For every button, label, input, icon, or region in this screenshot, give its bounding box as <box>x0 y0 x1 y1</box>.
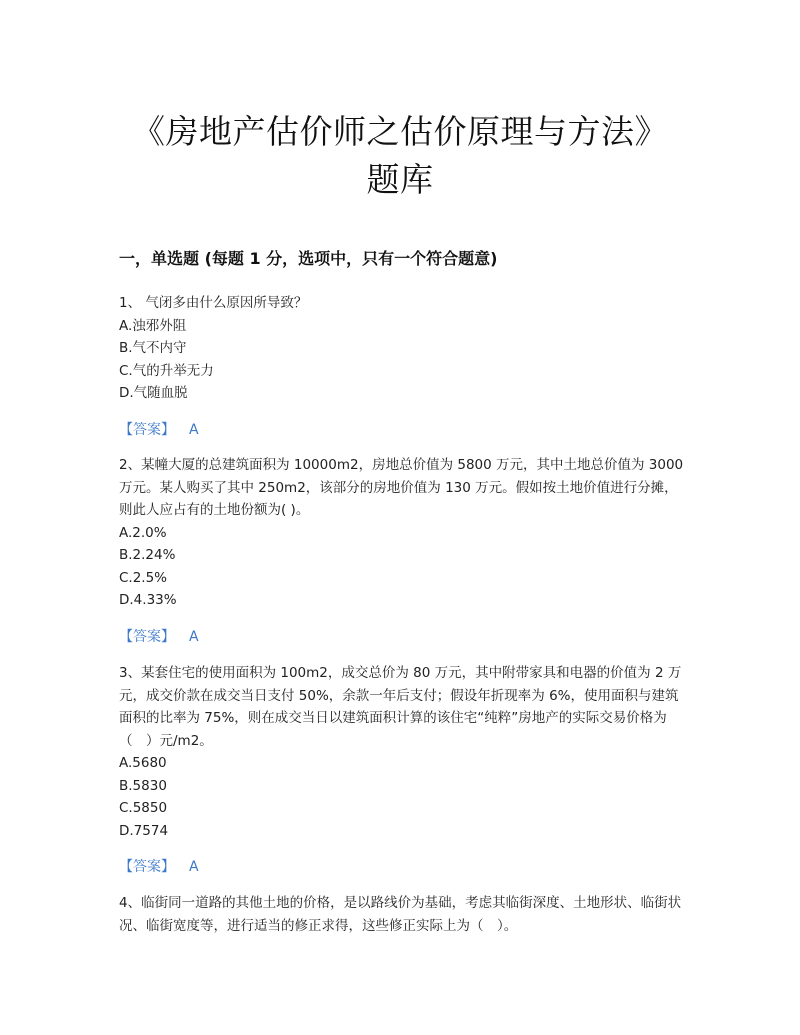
answer-value: A <box>189 422 199 438</box>
option-c: C.气的升举无力 <box>119 362 214 379</box>
option-c: C.5850 <box>119 800 168 816</box>
option-b: B.气不内守 <box>119 340 187 356</box>
document-title <box>0 108 800 204</box>
title-line-1: 《房地产估价师之估价原理与方法》 <box>132 112 668 151</box>
answer-label: 【答案】 <box>119 422 175 438</box>
question-1 <box>119 292 689 405</box>
question-3 <box>119 662 689 842</box>
question-stem: 1、 气闭多由什么原因所导致？ <box>119 295 308 311</box>
answer-label: 【答案】 <box>119 629 175 645</box>
question-2 <box>119 454 689 612</box>
option-a: A.5680 <box>119 755 167 771</box>
option-b: B.5830 <box>119 777 167 794</box>
option-d: D.7574 <box>119 822 169 839</box>
question-4 <box>119 892 689 937</box>
answer-2 <box>119 626 199 648</box>
option-a: A.浊邪外阻 <box>119 317 187 334</box>
title-line-2: 题库 <box>366 160 434 199</box>
question-stem: 2、某幢大厦的总建筑面积为 10000m2，房地总价值为 5800 万元，其中土地总价值为 3000 万元。某人购买了其中 250m2，该部分的房地价值为 130 万元。假如按土地价值进行分摊，则此人应占有的土地份额为( )。 <box>119 457 684 518</box>
question-stem: 3、某套住宅的使用面积为 100m2，成交总价为 80 万元，其中附带家具和电器的价值为 2 万元，成交价款在成交当日支付 50%，余款一年后支付；假设年折现率为 6%，使用面积与建筑面积的比率为 75%，则在成交当日以建筑面积计算的该住宅“纯粹”房地产的实际交易价格为（ ）元/m2。 <box>119 665 682 749</box>
option-a: A.2.0% <box>119 524 167 541</box>
answer-value: A <box>189 629 199 645</box>
option-d: D.4.33% <box>119 592 177 608</box>
option-c: C.2.5% <box>119 569 168 586</box>
option-d: D.气随血脱 <box>119 385 188 401</box>
option-b: B.2.24% <box>119 547 176 563</box>
answer-1 <box>119 419 199 441</box>
answer-3 <box>119 856 199 878</box>
answer-value: A <box>189 859 199 875</box>
section-heading: 一，单选题 (每题 1 分，选项中，只有一个符合题意) <box>119 249 498 268</box>
question-stem: 4、临街同一道路的其他土地的价格，是以路线价为基础，考虑其临街深度、土地形状、临街状况、临街宽度等，进行适当的修正求得，这些修正实际上为（ ）。 <box>119 895 682 934</box>
answer-label: 【答案】 <box>119 859 175 875</box>
